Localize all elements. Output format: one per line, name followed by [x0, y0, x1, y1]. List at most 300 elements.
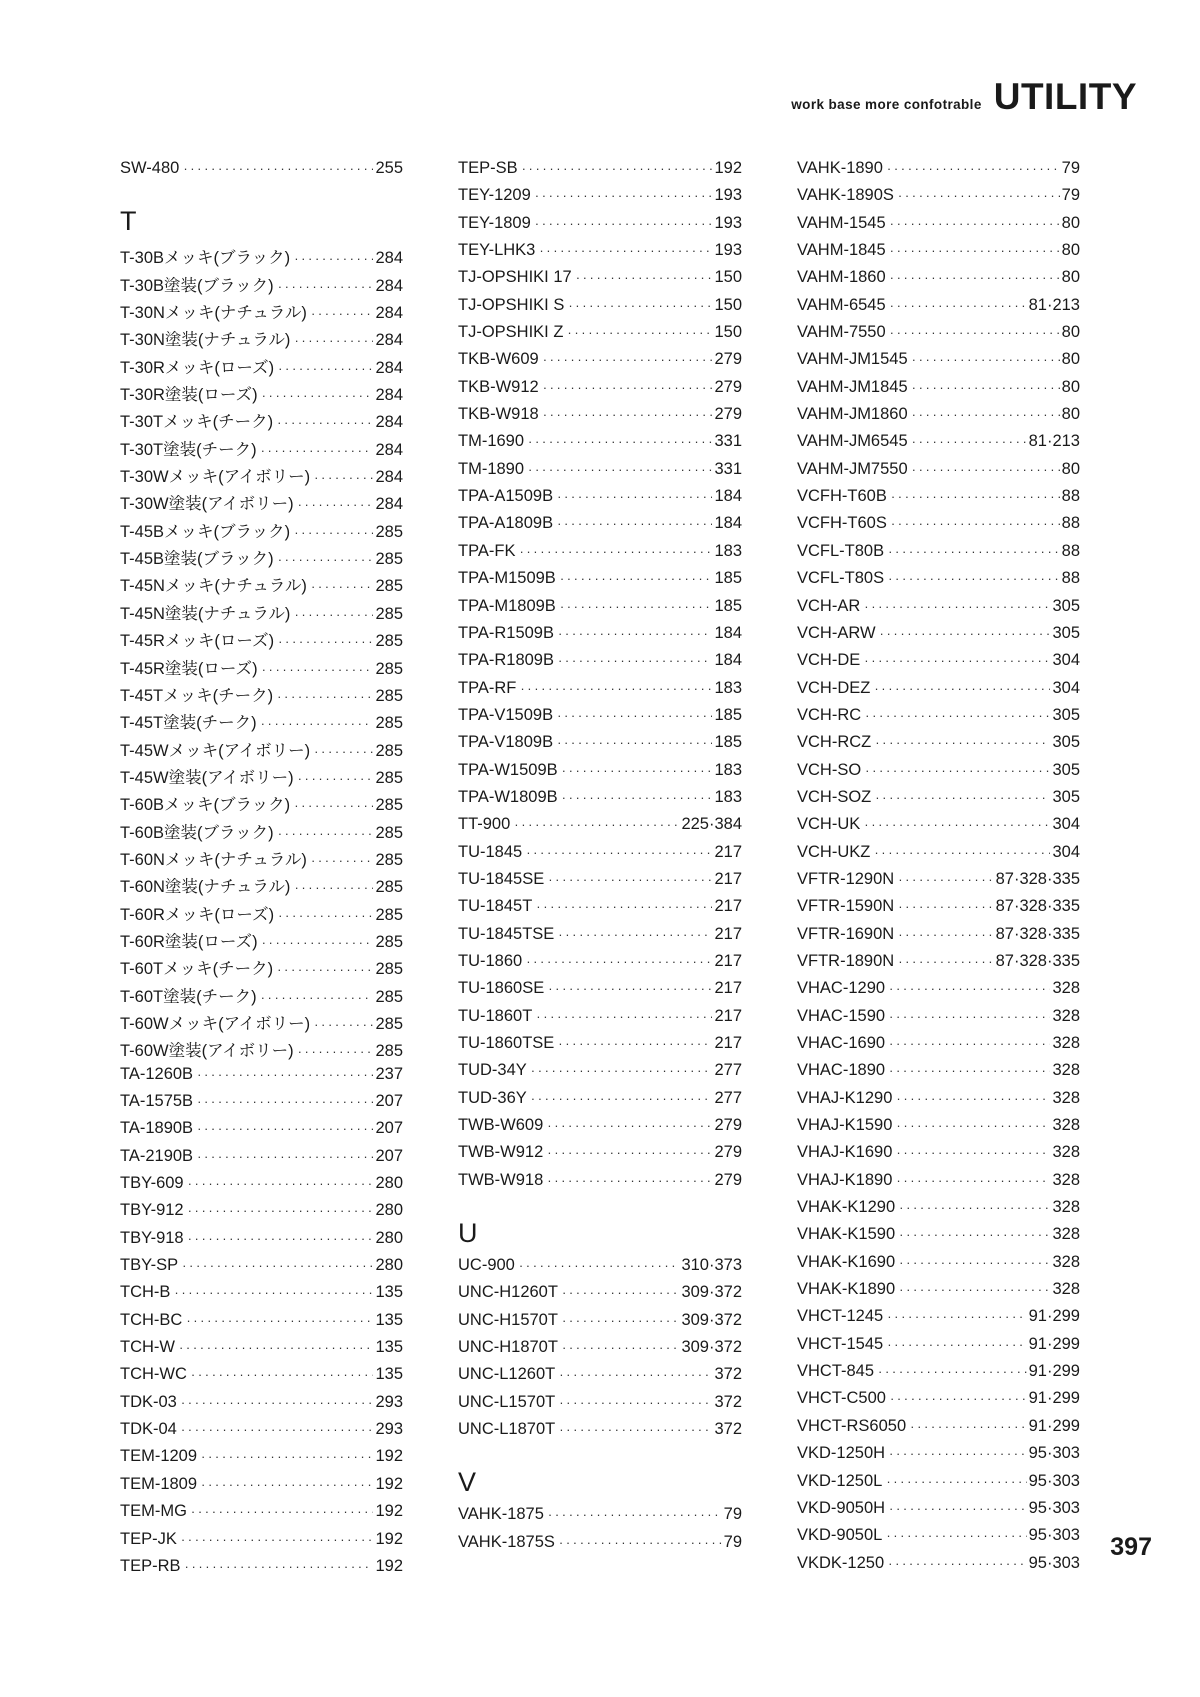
index-entry [797, 1526, 1080, 1553]
product-code: TPA-R1809B [458, 651, 554, 670]
index-entry [458, 569, 742, 596]
product-code: TJ-OPSHIKI 17 [458, 268, 572, 287]
product-code: TCH-WC [120, 1365, 187, 1384]
product-code: TA-1260B [120, 1064, 194, 1083]
dot-leader [535, 216, 713, 231]
product-code: VAHM-JM6545 [797, 432, 908, 451]
index-entry [120, 846, 403, 873]
product-code: TPA-M1809B [458, 596, 556, 615]
dot-leader [912, 462, 1060, 477]
product-code: VCH-SOZ [797, 787, 872, 806]
dot-leader [898, 927, 993, 942]
dot-leader [261, 716, 374, 731]
product-code: TPA-V1809B [458, 733, 554, 752]
dot-leader [562, 1285, 679, 1300]
dot-leader [896, 1145, 1050, 1160]
page-ref: 192 [375, 1447, 403, 1466]
index-entry [797, 542, 1080, 569]
product-code: VKD-1250H [797, 1444, 886, 1463]
dot-leader [197, 1067, 373, 1082]
product-code: TEP-RB [120, 1556, 181, 1575]
product-code: VCH-AR [797, 596, 861, 615]
index-entry [120, 1229, 403, 1256]
page-ref: 135 [375, 1283, 403, 1302]
dot-leader [886, 1528, 1026, 1543]
page-ref: 279 [714, 377, 742, 396]
index-entry [120, 518, 403, 545]
page-ref: 310·373 [681, 1256, 742, 1275]
page-ref: 91·299 [1028, 1307, 1080, 1326]
product-code: T-30T塗装(チーク) [120, 440, 257, 459]
product-code: TEM-MG [120, 1502, 187, 1521]
product-code: TBY-SP [120, 1256, 179, 1275]
dot-leader [197, 1094, 373, 1109]
index-entry [458, 241, 742, 268]
page-ref: 217 [714, 924, 742, 943]
page-ref: 304 [1052, 815, 1080, 834]
dot-leader [890, 243, 1060, 258]
index-entry [797, 1335, 1080, 1362]
product-code: T-30Rメッキ(ローズ) [120, 358, 275, 377]
product-code: VAHM-1860 [797, 268, 886, 287]
page-header [791, 78, 1137, 115]
page-number: 397 [1110, 1533, 1152, 1561]
index-entry [797, 1280, 1080, 1307]
dot-leader [311, 306, 374, 321]
dot-leader [535, 188, 713, 203]
index-entry [120, 737, 403, 764]
page-ref: 217 [714, 897, 742, 916]
product-code: TPA-RF [458, 678, 517, 697]
product-code: VHAK-K1590 [797, 1225, 896, 1244]
product-code: VAHM-1845 [797, 241, 886, 260]
page-ref: 279 [714, 350, 742, 369]
dot-leader [277, 962, 373, 977]
index-entry [797, 1389, 1080, 1416]
dot-leader [519, 1258, 680, 1273]
index-entry [120, 1311, 403, 1338]
dot-leader [880, 626, 1051, 641]
product-code: TEY-1209 [458, 186, 531, 205]
dot-leader [562, 790, 713, 805]
dot-leader [278, 279, 374, 294]
dot-leader [314, 470, 373, 485]
page-ref: 280 [375, 1256, 403, 1275]
page-ref: 87·328·335 [995, 924, 1080, 943]
product-code: T-45Nメッキ(ナチュラル) [120, 577, 307, 596]
page-ref: 183 [714, 760, 742, 779]
dot-leader [188, 1176, 374, 1191]
dot-leader [558, 653, 712, 668]
page-ref: 217 [714, 1034, 742, 1052]
product-code: VHAJ-K1290 [797, 1088, 893, 1107]
product-code: TKB-W918 [458, 405, 539, 424]
page-ref: 135 [375, 1338, 403, 1357]
product-code: VHCT-845 [797, 1362, 875, 1381]
index-entry [458, 1505, 742, 1532]
index-entry [797, 350, 1080, 377]
page-ref: 293 [375, 1392, 403, 1411]
index-entry [458, 597, 742, 624]
page-ref: 95·303 [1028, 1471, 1080, 1490]
dot-leader [889, 981, 1050, 996]
index-entry [120, 1119, 403, 1146]
dot-leader [557, 489, 712, 504]
dot-leader [543, 352, 713, 367]
product-code: VKDK-1250 [797, 1553, 885, 1572]
dot-leader [875, 790, 1050, 805]
product-code: T-45Wメッキ(アイボリー) [120, 741, 311, 760]
dot-leader [557, 708, 712, 723]
dot-leader [898, 954, 993, 969]
product-code: T-30B塗装(ブラック) [120, 276, 274, 295]
page-ref: 80 [1061, 459, 1080, 478]
product-code: VCH-DE [797, 651, 861, 670]
index-entry [797, 870, 1080, 897]
dot-leader [559, 1367, 712, 1382]
page-ref: 285 [375, 823, 403, 842]
page-ref: 207 [375, 1092, 403, 1110]
index-entry [458, 1338, 742, 1365]
product-code: TEY-LHK3 [458, 241, 536, 260]
dot-leader [197, 1121, 373, 1136]
index-entry [797, 296, 1080, 323]
product-code: UNC-H1260T [458, 1283, 558, 1302]
page-ref: 193 [714, 241, 742, 260]
product-code: TUD-34Y [458, 1061, 527, 1080]
dot-leader [201, 1477, 373, 1492]
product-code: VAHM-JM1860 [797, 405, 908, 424]
product-code: TJ-OPSHIKI S [458, 295, 565, 314]
page-ref: 185 [714, 705, 742, 724]
page-ref: 293 [375, 1420, 403, 1439]
dot-leader [539, 243, 712, 258]
index-entry [120, 682, 403, 709]
page-ref: 328 [1052, 1143, 1080, 1162]
dot-leader [557, 735, 712, 750]
index-entry [458, 1256, 742, 1283]
page-ref: 193 [714, 186, 742, 205]
index-entry [458, 1143, 742, 1170]
dot-leader [278, 634, 373, 649]
index-entry [458, 1089, 742, 1116]
page-ref: 285 [375, 1042, 403, 1061]
page-ref: 279 [714, 405, 742, 424]
page-ref: 284 [375, 331, 403, 350]
dot-leader [188, 1203, 374, 1218]
index-entry [458, 405, 742, 432]
page-ref: 285 [375, 878, 403, 897]
dot-leader [896, 1091, 1050, 1106]
page-ref: 304 [1052, 678, 1080, 697]
product-code: VHCT-RS6050 [797, 1416, 907, 1435]
product-code: T-45Tメッキ(チーク) [120, 686, 274, 705]
dot-leader [294, 333, 373, 348]
product-code: TWB-W918 [458, 1170, 544, 1189]
page-ref: 87·328·335 [995, 897, 1080, 916]
page-ref: 207 [375, 1119, 403, 1138]
product-code: T-45T塗装(チーク) [120, 714, 257, 733]
index-entry [120, 1283, 403, 1310]
page-ref: 284 [375, 304, 403, 323]
page-ref: 285 [375, 850, 403, 869]
index-entry [120, 1037, 403, 1064]
product-code: VKD-9050L [797, 1526, 883, 1545]
page-ref: 237 [375, 1064, 403, 1083]
page-ref: 95·303 [1028, 1444, 1080, 1463]
index-entry [458, 1393, 742, 1420]
index-entry [797, 186, 1080, 213]
dot-leader [277, 689, 373, 704]
dot-leader [514, 817, 679, 832]
index-entry [797, 214, 1080, 241]
product-code: UNC-H1870T [458, 1338, 558, 1357]
page-ref: 88 [1061, 514, 1080, 533]
index-entry [797, 1171, 1080, 1198]
index-entry [797, 1198, 1080, 1225]
index-entry [797, 1116, 1080, 1143]
index-entry [797, 1253, 1080, 1280]
dot-leader [896, 1118, 1050, 1133]
index-entry [458, 870, 742, 897]
page-ref: 79 [1061, 186, 1080, 205]
page-ref: 285 [375, 686, 403, 705]
page-ref: 328 [1052, 1225, 1080, 1244]
index-column-2 [458, 159, 742, 1560]
index-entry [120, 791, 403, 818]
product-code: TM-1890 [458, 459, 525, 478]
dot-leader [898, 188, 1060, 203]
page-ref: 135 [375, 1365, 403, 1384]
dot-leader [536, 1009, 712, 1024]
index-entry [120, 1530, 403, 1557]
product-code: VCFH-T60S [797, 514, 887, 533]
index-entry [458, 788, 742, 815]
index-entry [120, 1065, 403, 1092]
index-entry [120, 354, 403, 381]
product-code: VAHK-1875S [458, 1532, 555, 1551]
index-entry [458, 378, 742, 405]
dot-leader [311, 579, 374, 594]
dot-leader [889, 1036, 1050, 1051]
index-entry [458, 733, 742, 760]
page-ref: 87·328·335 [995, 951, 1080, 970]
page-ref: 185 [714, 733, 742, 752]
dot-leader [912, 380, 1060, 395]
dot-leader [314, 1017, 373, 1032]
dot-leader [531, 1063, 713, 1078]
dot-leader [558, 626, 712, 641]
dot-leader [912, 434, 1027, 449]
dot-leader [559, 1395, 712, 1410]
page-ref: 95·303 [1028, 1498, 1080, 1517]
index-entry [120, 490, 403, 517]
dot-leader [186, 1313, 373, 1328]
page-ref: 277 [714, 1088, 742, 1107]
index-entry [797, 514, 1080, 541]
dot-leader [522, 161, 713, 176]
page-ref: 284 [375, 413, 403, 432]
dot-leader [528, 434, 712, 449]
product-code: SW-480 [120, 159, 180, 177]
product-code: VHCT-1245 [797, 1307, 884, 1326]
page-ref: 217 [714, 979, 742, 998]
index-entry [797, 460, 1080, 487]
dot-leader [559, 1422, 712, 1437]
product-code: TPA-W1809B [458, 787, 558, 806]
page-ref: 305 [1052, 760, 1080, 779]
product-code: T-45W塗装(アイボリー) [120, 768, 294, 787]
index-entry [120, 408, 403, 435]
index-entry [797, 815, 1080, 842]
dot-leader [294, 607, 373, 622]
page-ref: 305 [1052, 596, 1080, 615]
dot-leader [576, 270, 713, 285]
product-code: VHAJ-K1690 [797, 1143, 893, 1162]
product-code: T-30R塗装(ローズ) [120, 386, 258, 405]
dot-leader [560, 571, 713, 586]
page-ref: 79 [723, 1505, 742, 1524]
section-letter: U [458, 1218, 478, 1249]
page-ref: 183 [714, 678, 742, 697]
index-entry [797, 487, 1080, 514]
product-code: VAHK-1890S [797, 186, 894, 205]
product-code: TBY-912 [120, 1201, 184, 1220]
index-entry [458, 624, 742, 651]
index-entry [797, 651, 1080, 678]
page-ref: 372 [714, 1365, 742, 1384]
dot-leader [562, 1340, 679, 1355]
page-ref: 285 [375, 960, 403, 979]
page-ref: 95·303 [1028, 1553, 1080, 1572]
page-ref: 185 [714, 569, 742, 588]
index-entry [797, 1362, 1080, 1389]
index-entry [458, 1311, 742, 1338]
page-ref: 372 [714, 1420, 742, 1439]
product-code: VCH-SO [797, 760, 862, 779]
dot-leader [183, 161, 373, 176]
page-ref: 280 [375, 1174, 403, 1193]
index-entry [120, 1256, 403, 1283]
page-ref: 280 [375, 1228, 403, 1247]
page-ref: 331 [714, 459, 742, 478]
product-code: TU-1860SE [458, 979, 545, 998]
dot-leader [520, 681, 712, 696]
dot-leader [531, 1091, 713, 1106]
dot-leader [889, 1501, 1027, 1516]
dot-leader [886, 1474, 1026, 1489]
dot-leader [294, 798, 373, 813]
product-code: VHAC-1290 [797, 979, 886, 998]
product-code: TPA-R1509B [458, 623, 554, 642]
page-ref: 192 [375, 1502, 403, 1521]
index-entry [797, 761, 1080, 788]
product-code: VFTR-1890N [797, 951, 895, 970]
product-code: TPA-A1809B [458, 514, 554, 533]
dot-leader [875, 735, 1050, 750]
dot-leader [864, 653, 1050, 668]
page-ref: 91·299 [1028, 1362, 1080, 1381]
page-ref: 285 [375, 577, 403, 596]
page-ref: 309·372 [681, 1283, 742, 1302]
page-ref: 331 [714, 432, 742, 451]
page-ref: 80 [1061, 213, 1080, 232]
index-entry [797, 1007, 1080, 1034]
index-entry [458, 460, 742, 487]
page-ref: 91·299 [1028, 1389, 1080, 1408]
index-entry [797, 624, 1080, 651]
dot-leader [547, 1173, 712, 1188]
index-entry [120, 983, 403, 1010]
dot-leader [261, 443, 374, 458]
page-ref: 328 [1052, 1088, 1080, 1107]
dot-leader [865, 763, 1050, 778]
dot-leader [181, 1532, 374, 1547]
index-column-3 [797, 159, 1080, 1581]
page-ref: 183 [714, 787, 742, 806]
page-ref: 81·213 [1028, 432, 1080, 451]
product-code: TCH-BC [120, 1310, 183, 1329]
product-code: TU-1860 [458, 951, 523, 970]
dot-leader [519, 544, 712, 559]
index-entry [797, 952, 1080, 979]
index-entry [120, 1010, 403, 1037]
product-code: VAHM-7550 [797, 323, 886, 342]
index-entry [458, 514, 742, 541]
product-code: VAHK-1890 [797, 159, 883, 177]
product-code: TWB-W609 [458, 1116, 544, 1135]
index-entry [120, 709, 403, 736]
page-ref: 328 [1052, 1198, 1080, 1217]
index-entry [797, 1034, 1080, 1061]
dot-leader [559, 1535, 722, 1550]
dot-leader [528, 462, 712, 477]
product-code: T-60W塗装(アイボリー) [120, 1042, 294, 1061]
product-code: TEY-1809 [458, 213, 531, 232]
index-entry [458, 706, 742, 733]
index-entry [797, 679, 1080, 706]
product-code: UNC-H1570T [458, 1310, 558, 1329]
product-code: VHAK-K1290 [797, 1198, 896, 1217]
product-code: T-60Rメッキ(ローズ) [120, 905, 275, 924]
product-code: TWB-W912 [458, 1143, 544, 1162]
page-ref: 150 [714, 323, 742, 342]
product-code: TU-1845T [458, 897, 533, 916]
product-code: TCH-B [120, 1283, 171, 1302]
page-ref: 285 [375, 741, 403, 760]
dot-leader [191, 1504, 374, 1519]
page-ref: 284 [375, 468, 403, 487]
index-entry [458, 323, 742, 350]
dot-leader [294, 880, 373, 895]
product-code: TBY-609 [120, 1174, 184, 1193]
product-code: VHAC-1690 [797, 1034, 886, 1052]
page-ref: 328 [1052, 1252, 1080, 1271]
page-ref: 88 [1061, 541, 1080, 560]
index-entry [120, 244, 403, 271]
page-ref: 328 [1052, 1116, 1080, 1135]
product-code: TPA-A1509B [458, 487, 554, 506]
page-ref: 192 [375, 1474, 403, 1493]
dot-leader [179, 1340, 373, 1355]
dot-leader [298, 771, 374, 786]
product-code: T-60Nメッキ(ナチュラル) [120, 850, 307, 869]
index-entry [797, 897, 1080, 924]
page-ref: 184 [714, 487, 742, 506]
page-ref: 277 [714, 1061, 742, 1080]
dot-leader [294, 525, 373, 540]
page-ref: 328 [1052, 979, 1080, 998]
